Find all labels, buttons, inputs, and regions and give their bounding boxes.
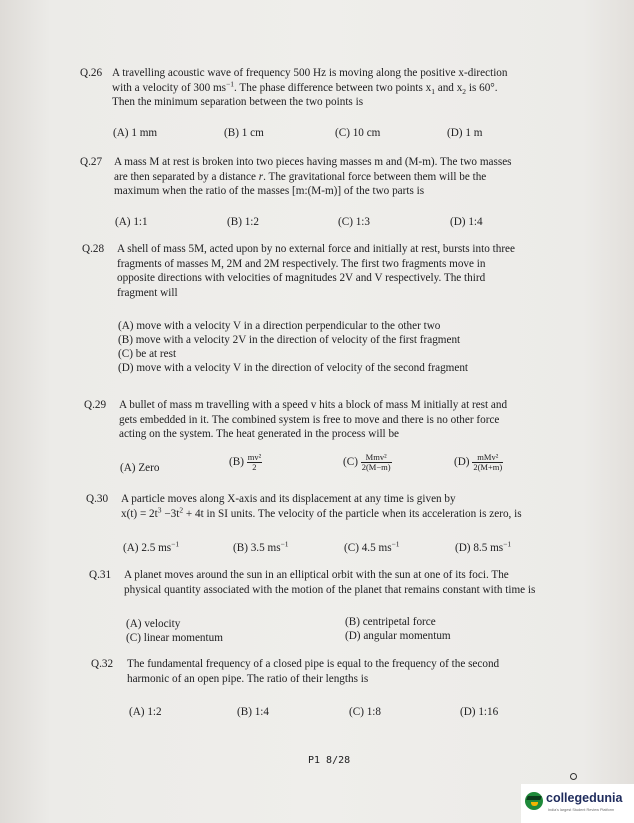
option-d[interactable]: (D) 1 m — [447, 127, 483, 139]
question-number: Q.29 — [84, 399, 107, 411]
option-d[interactable]: (D) 8.5 $ms^{-1}$ — [455, 539, 512, 554]
option-a[interactable]: (A) move with a velocity V in a direction perpendicular to the other two — [118, 320, 441, 332]
option-d[interactable]: (D) angular momentum — [345, 630, 451, 642]
page-number: P1 8/28 — [308, 755, 351, 766]
option-b[interactable]: (B) 1:4 — [237, 706, 270, 718]
option-d[interactable]: (D) $\frac{\text{mMv²}}{2(M+m)}$ — [454, 452, 503, 472]
option-c[interactable]: (C) $\frac{\text{Mmv²}}{2(M-m)}$ — [343, 452, 391, 472]
option-c[interactable]: (C) 10 cm — [335, 127, 381, 139]
option-b[interactable]: (B) centripetal force — [345, 616, 436, 628]
question-text: A particle moves along X-axis and its displacement at any time is given by $x(t) = 2t^3 -3t^2 + 4t$ in SI units. The velocity of the particle when its acceleration is zero, is — [121, 493, 522, 520]
question-number: Q.30 — [86, 493, 109, 505]
question-text: A bullet of mass m travelling with a speed v hits a block of mass M initially at rest and gets embedded in it. The combined system is free to move and there is no other force acting on the system. The heat generated in the process will be — [119, 399, 508, 441]
option-a[interactable]: (A) Zero — [120, 462, 160, 474]
logo-tagline: India's largest Student Review Platform — [548, 808, 615, 812]
option-c[interactable]: (C) 4.5 $ms^{-1}$ — [344, 539, 400, 554]
question-text: A travelling acoustic wave of frequency 500 Hz is moving along the positive x-direction with a velocity of 300 $ms^{-1}$. The phase difference between two points $x_1$ and $x_2$ is 60°. Then the minimum separation between the two points is — [112, 67, 508, 109]
question-text: A mass M at rest is broken into two pieces having masses m and (M-m). The two masses are then separated by a distance r. The gravitational force between them will be the maximum when the ratio of the masses [m:(M-m)] of the two parts is — [114, 156, 512, 198]
option-b[interactable]: (B) 1 cm — [224, 127, 264, 139]
option-a[interactable]: (A) 1:2 — [129, 706, 162, 718]
option-b[interactable]: (B) 1:2 — [227, 216, 260, 228]
question-number: Q.26 — [80, 67, 103, 79]
option-a[interactable]: (A) 1 mm — [113, 127, 158, 139]
question-number: Q.27 — [80, 156, 103, 168]
graduation-cap-icon — [525, 792, 543, 810]
question-text: A shell of mass 5M, acted upon by no external force and initially at rest, bursts into three fragments of masses M, 2M and 2M respectively. The first two fragments move in opposite directions with velocities of magnitudes 2V and V respectively. The third fragment will — [117, 243, 515, 299]
options-28 — [118, 319, 558, 375]
options-31 — [0, 618, 634, 648]
fraction: $\frac{\text{Mmv²}}{2(M-m)}$ — [361, 452, 391, 472]
option-d[interactable]: (D) move with a velocity V in the direction of velocity of the second fragment — [118, 362, 469, 374]
option-c[interactable]: (C) linear momentum — [126, 632, 223, 644]
fraction: $\frac{\text{mMv²}}{2(M+m)}$ — [473, 452, 503, 472]
fraction: $\frac{\text{mv²}}{2}$ — [247, 452, 262, 472]
question-number: Q.32 — [91, 658, 114, 670]
circle-icon — [570, 773, 577, 780]
logo-name: collegedunia — [546, 791, 623, 805]
option-a[interactable]: (A) 1:1 — [115, 216, 148, 228]
option-a[interactable]: (A) velocity — [126, 618, 181, 630]
question-text: A planet moves around the sun in an elliptical orbit with the sun at one of its foci. The physical quantity associated with the motion of the planet that remains constant with time is — [124, 569, 536, 596]
question-number: Q.28 — [82, 243, 105, 255]
question-number: Q.31 — [89, 569, 112, 581]
option-c[interactable]: (C) 1:3 — [338, 216, 371, 228]
option-d[interactable]: (D) 1:4 — [450, 216, 483, 228]
option-c[interactable]: (C) 1:8 — [349, 706, 382, 718]
option-b[interactable]: (B) move with a velocity 2V in the direction of velocity of the first fragment — [118, 334, 461, 346]
option-c[interactable]: (C) be at rest — [118, 348, 177, 360]
option-d[interactable]: (D) 1:16 — [460, 706, 499, 718]
option-a[interactable]: (A) 2.5 $ms^{-1}$ — [123, 539, 180, 554]
options-29 — [0, 453, 634, 483]
option-b[interactable]: (B) 3.5 $ms^{-1}$ — [233, 539, 289, 554]
question-text: The fundamental frequency of a closed pipe is equal to the frequency of the second harmonic of an open pipe. The ratio of their lengths is — [127, 658, 500, 685]
option-b[interactable]: (B) $\frac{\text{mv²}}{2}$ — [229, 452, 262, 472]
collegedunia-logo — [521, 784, 634, 823]
